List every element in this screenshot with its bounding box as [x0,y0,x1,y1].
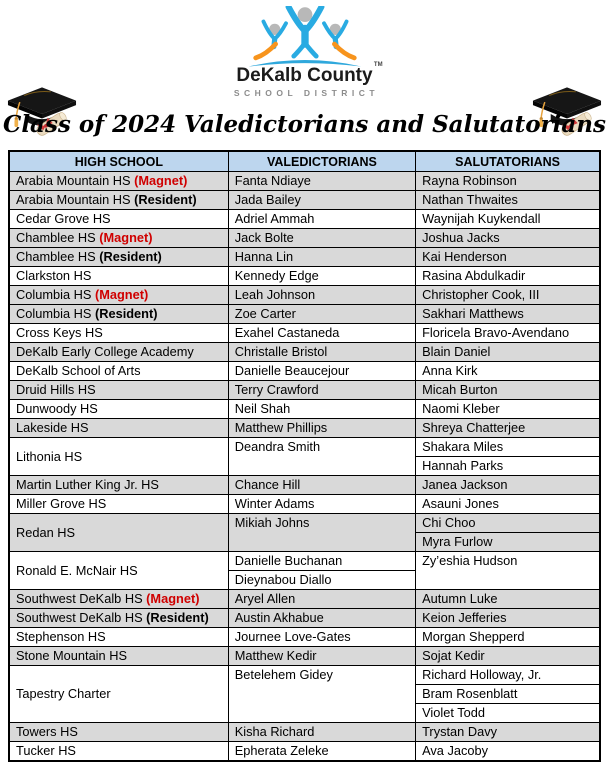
school-cell: Arabia Mountain HS (Magnet) [9,172,228,191]
school-cell: Chamblee HS (Magnet) [9,229,228,248]
salutatorian-cell: Ava Jacoby [416,742,600,762]
school-tag: (Magnet) [94,287,149,303]
table-row [9,267,600,286]
valedictorian-cell: Matthew Phillips [228,419,415,438]
school-tag: (Resident) [146,610,209,626]
school-cell: Cross Keys HS [9,324,228,343]
salutatorian-cell: Hannah Parks [416,457,600,476]
school-cell: Chamblee HS (Resident) [9,248,228,267]
valedictorian-cell: Austin Akhabue [228,609,415,628]
school-tag: (Resident) [134,192,197,208]
valedictorian-cell: Matthew Kedir [228,647,415,666]
salutatorian-cell: Violet Todd [416,704,600,723]
table-row [9,647,600,666]
honorees-table [8,150,601,762]
school-cell: Martin Luther King Jr. HS [9,476,228,495]
school-cell: Southwest DeKalb HS (Magnet) [9,590,228,609]
table-row [9,419,600,438]
salutatorian-cell: Sojat Kedir [416,647,600,666]
salutatorian-cell: Naomi Kleber [416,400,600,419]
school-cell: Dunwoody HS [9,400,228,419]
valedictorian-cell: Winter Adams [228,495,415,514]
col-header-valedictorians: VALEDICTORIANS [228,151,415,172]
school-cell: Columbia HS (Magnet) [9,286,228,305]
salutatorian-cell: Joshua Jacks [416,229,600,248]
district-logo-figures-icon [239,6,371,70]
page-title: Class of 2024 Valedictorians and Salutatorians [3,111,606,138]
valedictorian-cell: Deandra Smith [228,438,415,476]
school-cell: Stone Mountain HS [9,647,228,666]
table-row [9,305,600,324]
table-row [9,495,600,514]
salutatorian-cell: Rayna Robinson [416,172,600,191]
school-cell: Arabia Mountain HS (Resident) [9,191,228,210]
salutatorian-cell: Zy’eshia Hudson [416,552,600,590]
table-row [9,172,600,191]
table-row [9,666,600,685]
table-row [9,210,600,229]
school-tag: (Resident) [94,306,158,322]
valedictorian-cell: Terry Crawford [228,381,415,400]
salutatorian-cell: Rasina Abdulkadir [416,267,600,286]
district-logo [0,6,609,98]
school-cell: Ronald E. McNair HS [9,552,228,590]
valedictorian-cell: Dieynabou Diallo [228,571,415,590]
valedictorian-cell: Mikiah Johns [228,514,415,552]
salutatorian-cell: Blain Daniel [416,343,600,362]
school-cell: Southwest DeKalb HS (Resident) [9,609,228,628]
salutatorian-cell: Floricela Bravo-Avendano [416,324,600,343]
table-row [9,723,600,742]
table-row [9,343,600,362]
school-cell: Tucker HS [9,742,228,762]
honorees-table-wrap [8,150,601,762]
salutatorian-cell: Morgan Shepperd [416,628,600,647]
table-row [9,590,600,609]
valedictorian-cell: Christalle Bristol [228,343,415,362]
school-cell: DeKalb School of Arts [9,362,228,381]
school-cell: Stephenson HS [9,628,228,647]
table-row [9,609,600,628]
valedictorian-cell: Jack Bolte [228,229,415,248]
salutatorian-cell: Trystan Davy [416,723,600,742]
valedictorian-cell: Betelehem Gidey [228,666,415,723]
salutatorian-cell: Shreya Chatterjee [416,419,600,438]
school-tag: (Magnet) [134,173,188,189]
valedictorian-cell: Adriel Ammah [228,210,415,229]
salutatorian-cell: Nathan Thwaites [416,191,600,210]
salutatorian-cell: Bram Rosenblatt [416,685,600,704]
table-row [9,229,600,248]
table-row [9,324,600,343]
valedictorian-cell: Leah Johnson [228,286,415,305]
table-row [9,742,600,762]
school-cell: Lithonia HS [9,438,228,476]
table-row [9,381,600,400]
valedictorian-cell: Jada Bailey [228,191,415,210]
valedictorian-cell: Neil Shah [228,400,415,419]
table-row [9,191,600,210]
school-cell: Clarkston HS [9,267,228,286]
table-row [9,248,600,267]
valedictorian-cell: Chance Hill [228,476,415,495]
valedictorian-cell: Journee Love-Gates [228,628,415,647]
school-cell: Cedar Grove HS [9,210,228,229]
salutatorian-cell: Keion Jefferies [416,609,600,628]
table-row [9,400,600,419]
table-row [9,514,600,533]
salutatorian-cell: Christopher Cook, III [416,286,600,305]
salutatorian-cell: Anna Kirk [416,362,600,381]
school-cell: Columbia HS (Resident) [9,305,228,324]
table-row [9,362,600,381]
school-tag: (Resident) [99,249,162,265]
valedictorian-cell: Exahel Castaneda [228,324,415,343]
trademark-symbol: TM [373,62,383,68]
school-cell: DeKalb Early College Academy [9,343,228,362]
salutatorian-cell: Waynijah Kuykendall [416,210,600,229]
salutatorian-cell: Shakara Miles [416,438,600,457]
col-header-high-school: HIGH SCHOOL [9,151,228,172]
salutatorian-cell: Richard Holloway, Jr. [416,666,600,685]
salutatorian-cell: Autumn Luke [416,590,600,609]
salutatorian-cell: Chi Choo [416,514,600,533]
salutatorian-cell: Sakhari Matthews [416,305,600,324]
school-cell: Lakeside HS [9,419,228,438]
school-tag: (Magnet) [99,230,153,246]
header-row [9,151,600,172]
valedictorian-cell: Kisha Richard [228,723,415,742]
district-subtitle: SCHOOL DISTRICT [233,88,380,98]
table-row [9,438,600,457]
col-header-salutatorians: SALUTATORIANS [416,151,600,172]
valedictorian-cell: Hanna Lin [228,248,415,267]
table-row [9,552,600,571]
district-name: DeKalb County TM [236,62,383,86]
school-cell: Druid Hills HS [9,381,228,400]
valedictorian-cell: Danielle Beaucejour [228,362,415,381]
school-tag: (Magnet) [146,591,200,607]
table-row [9,628,600,647]
school-cell: Redan HS [9,514,228,552]
valedictorian-cell: Danielle Buchanan [228,552,415,571]
valedictorian-cell: Aryel Allen [228,590,415,609]
school-cell: Towers HS [9,723,228,742]
valedictorian-cell: Fanta Ndiaye [228,172,415,191]
table-body [9,172,600,762]
salutatorian-cell: Myra Furlow [416,533,600,552]
table-row [9,286,600,305]
table-row [9,476,600,495]
salutatorian-cell: Asauni Jones [416,495,600,514]
valedictorian-cell: Zoe Carter [228,305,415,324]
salutatorian-cell: Kai Henderson [416,248,600,267]
valedictorian-cell: Kennedy Edge [228,267,415,286]
school-cell: Tapestry Charter [9,666,228,723]
valedictorian-cell: Epherata Zeleke [228,742,415,762]
salutatorian-cell: Micah Burton [416,381,600,400]
salutatorian-cell: Janea Jackson [416,476,600,495]
school-cell: Miller Grove HS [9,495,228,514]
